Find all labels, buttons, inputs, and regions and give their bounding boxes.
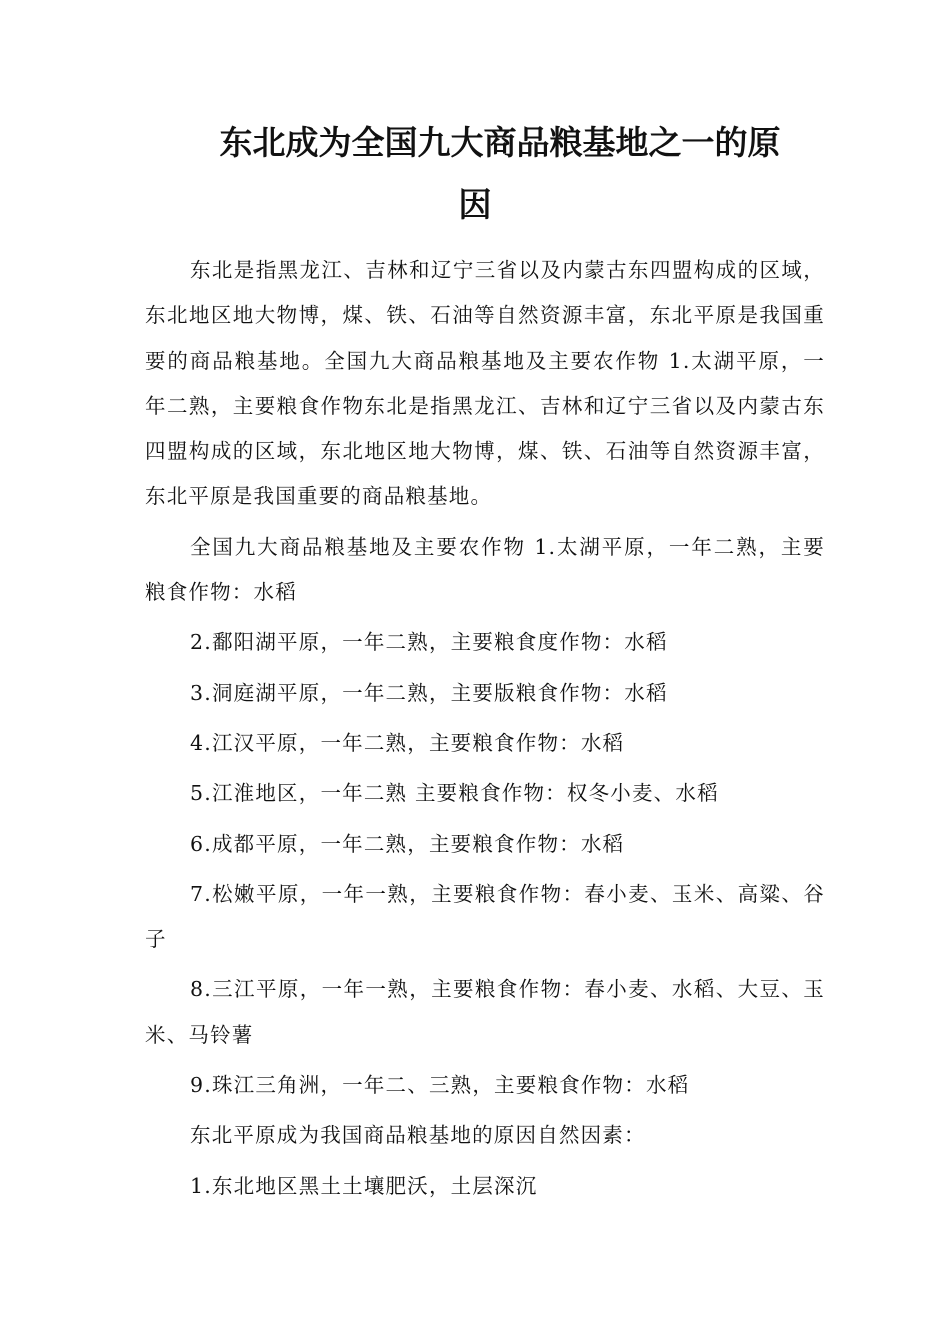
list-item-2: 2.鄱阳湖平原，一年二熟，主要粮食度作物：水稻 [190, 630, 668, 655]
paragraph-reasons-heading: 东北平原成为我国商品粮基地的原因自然因素： [190, 1123, 646, 1148]
list-item-3: 3.洞庭湖平原，一年二熟，主要版粮食作物：水稻 [190, 680, 668, 705]
paragraph-intro: 东北是指黑龙江、吉林和辽宁三省以及内蒙古东四盟构成的区域，东北地区地大物博，煤、铁、石油等自然资源丰富，东北平原是我国重要的商品粮基地。全国九大商品粮基地及主要农作物 1.太湖平原，一年二熟，主要粮食作物东北是指黑龙江、吉林和辽宁三省以及内蒙古东四盟构成的区域，东北地区地大物博，煤、铁、石油等自然资源丰富，东北平原是我国重要的商品粮基地。 [145, 258, 825, 509]
paragraph-bases-intro: 全国九大商品粮基地及主要农作物 1.太湖平原，一年二熟，主要粮食作物：水稻 [145, 534, 825, 605]
title-line-1: 东北成为全国九大商品粮基地之一的原 [219, 123, 781, 162]
title-line-2: 因 [458, 185, 492, 224]
document-body [145, 248, 825, 1209]
list-item-4: 4.江汉平原，一年二熟，主要粮食作物：水稻 [190, 730, 625, 755]
list-item-7: 7.松嫩平原，一年一熟，主要粮食作物：春小麦、玉米、高粱、谷子 [145, 881, 825, 952]
document-title [145, 112, 805, 236]
list-item-8: 8.三江平原，一年一熟，主要粮食作物：春小麦、水稻、大豆、玉米、马铃薯 [145, 977, 825, 1047]
list-item-5: 5.江淮地区，一年二熟 主要粮食作物：权冬小麦、水稻 [190, 781, 719, 806]
list-item-9: 9.珠江三角洲，一年二、三熟，主要粮食作物：水稻 [190, 1073, 690, 1098]
paragraph-reason-1: 1.东北地区黑土土壤肥沃，土层深沉 [190, 1173, 538, 1198]
list-item-6: 6.成都平原，一年二熟，主要粮食作物：水稻 [190, 831, 625, 856]
